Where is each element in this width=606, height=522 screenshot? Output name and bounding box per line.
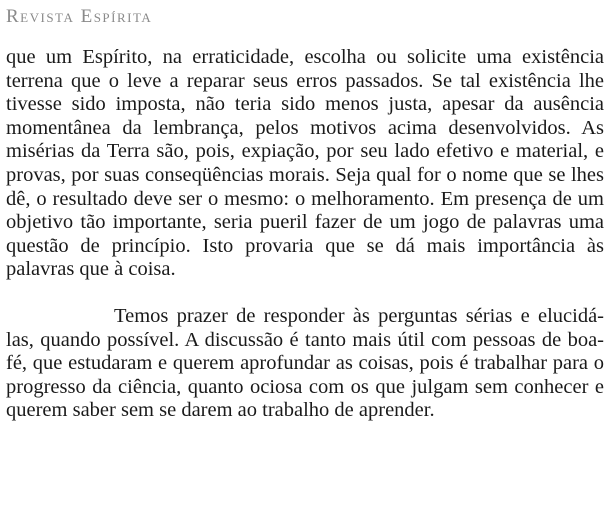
body-text: [6, 46, 604, 423]
running-header-title: Revista Espírita: [6, 6, 153, 27]
paragraph-continuation: que um Espírito, na erraticidade, escolha ou solicite uma existência terrena que o leve a reparar seus erros passados. Se tal existência lhe tivesse sido imposta, não teria sido menos justa, apesar da ausência momentânea da lembrança, pelos motivos acima desenvolvidos. As misérias da Terra são, pois, expiação, por seu lado efetivo e material, e provas, por suas conseqüências morais. Seja qual for o nome que se lhes dê, o resultado deve ser o mesmo: o melhoramento. Em presença de um objetivo tão importante, seria pueril fazer de um jogo de palavras uma questão de princípio. Isto provaria que se dá mais importância às palavras que à coisa.: [6, 46, 604, 281]
paragraph-indented: Temos prazer de responder às perguntas sérias e elucidá-las, quando possível. A discussão é tanto mais útil com pessoas de boa-fé, que estudaram e querem aprofundar as coisas, pois é trabalhar para o progresso da ciência, quanto ociosa com os que julgam sem conhecer e querem saber sem se darem ao trabalho de aprender.: [6, 304, 604, 422]
